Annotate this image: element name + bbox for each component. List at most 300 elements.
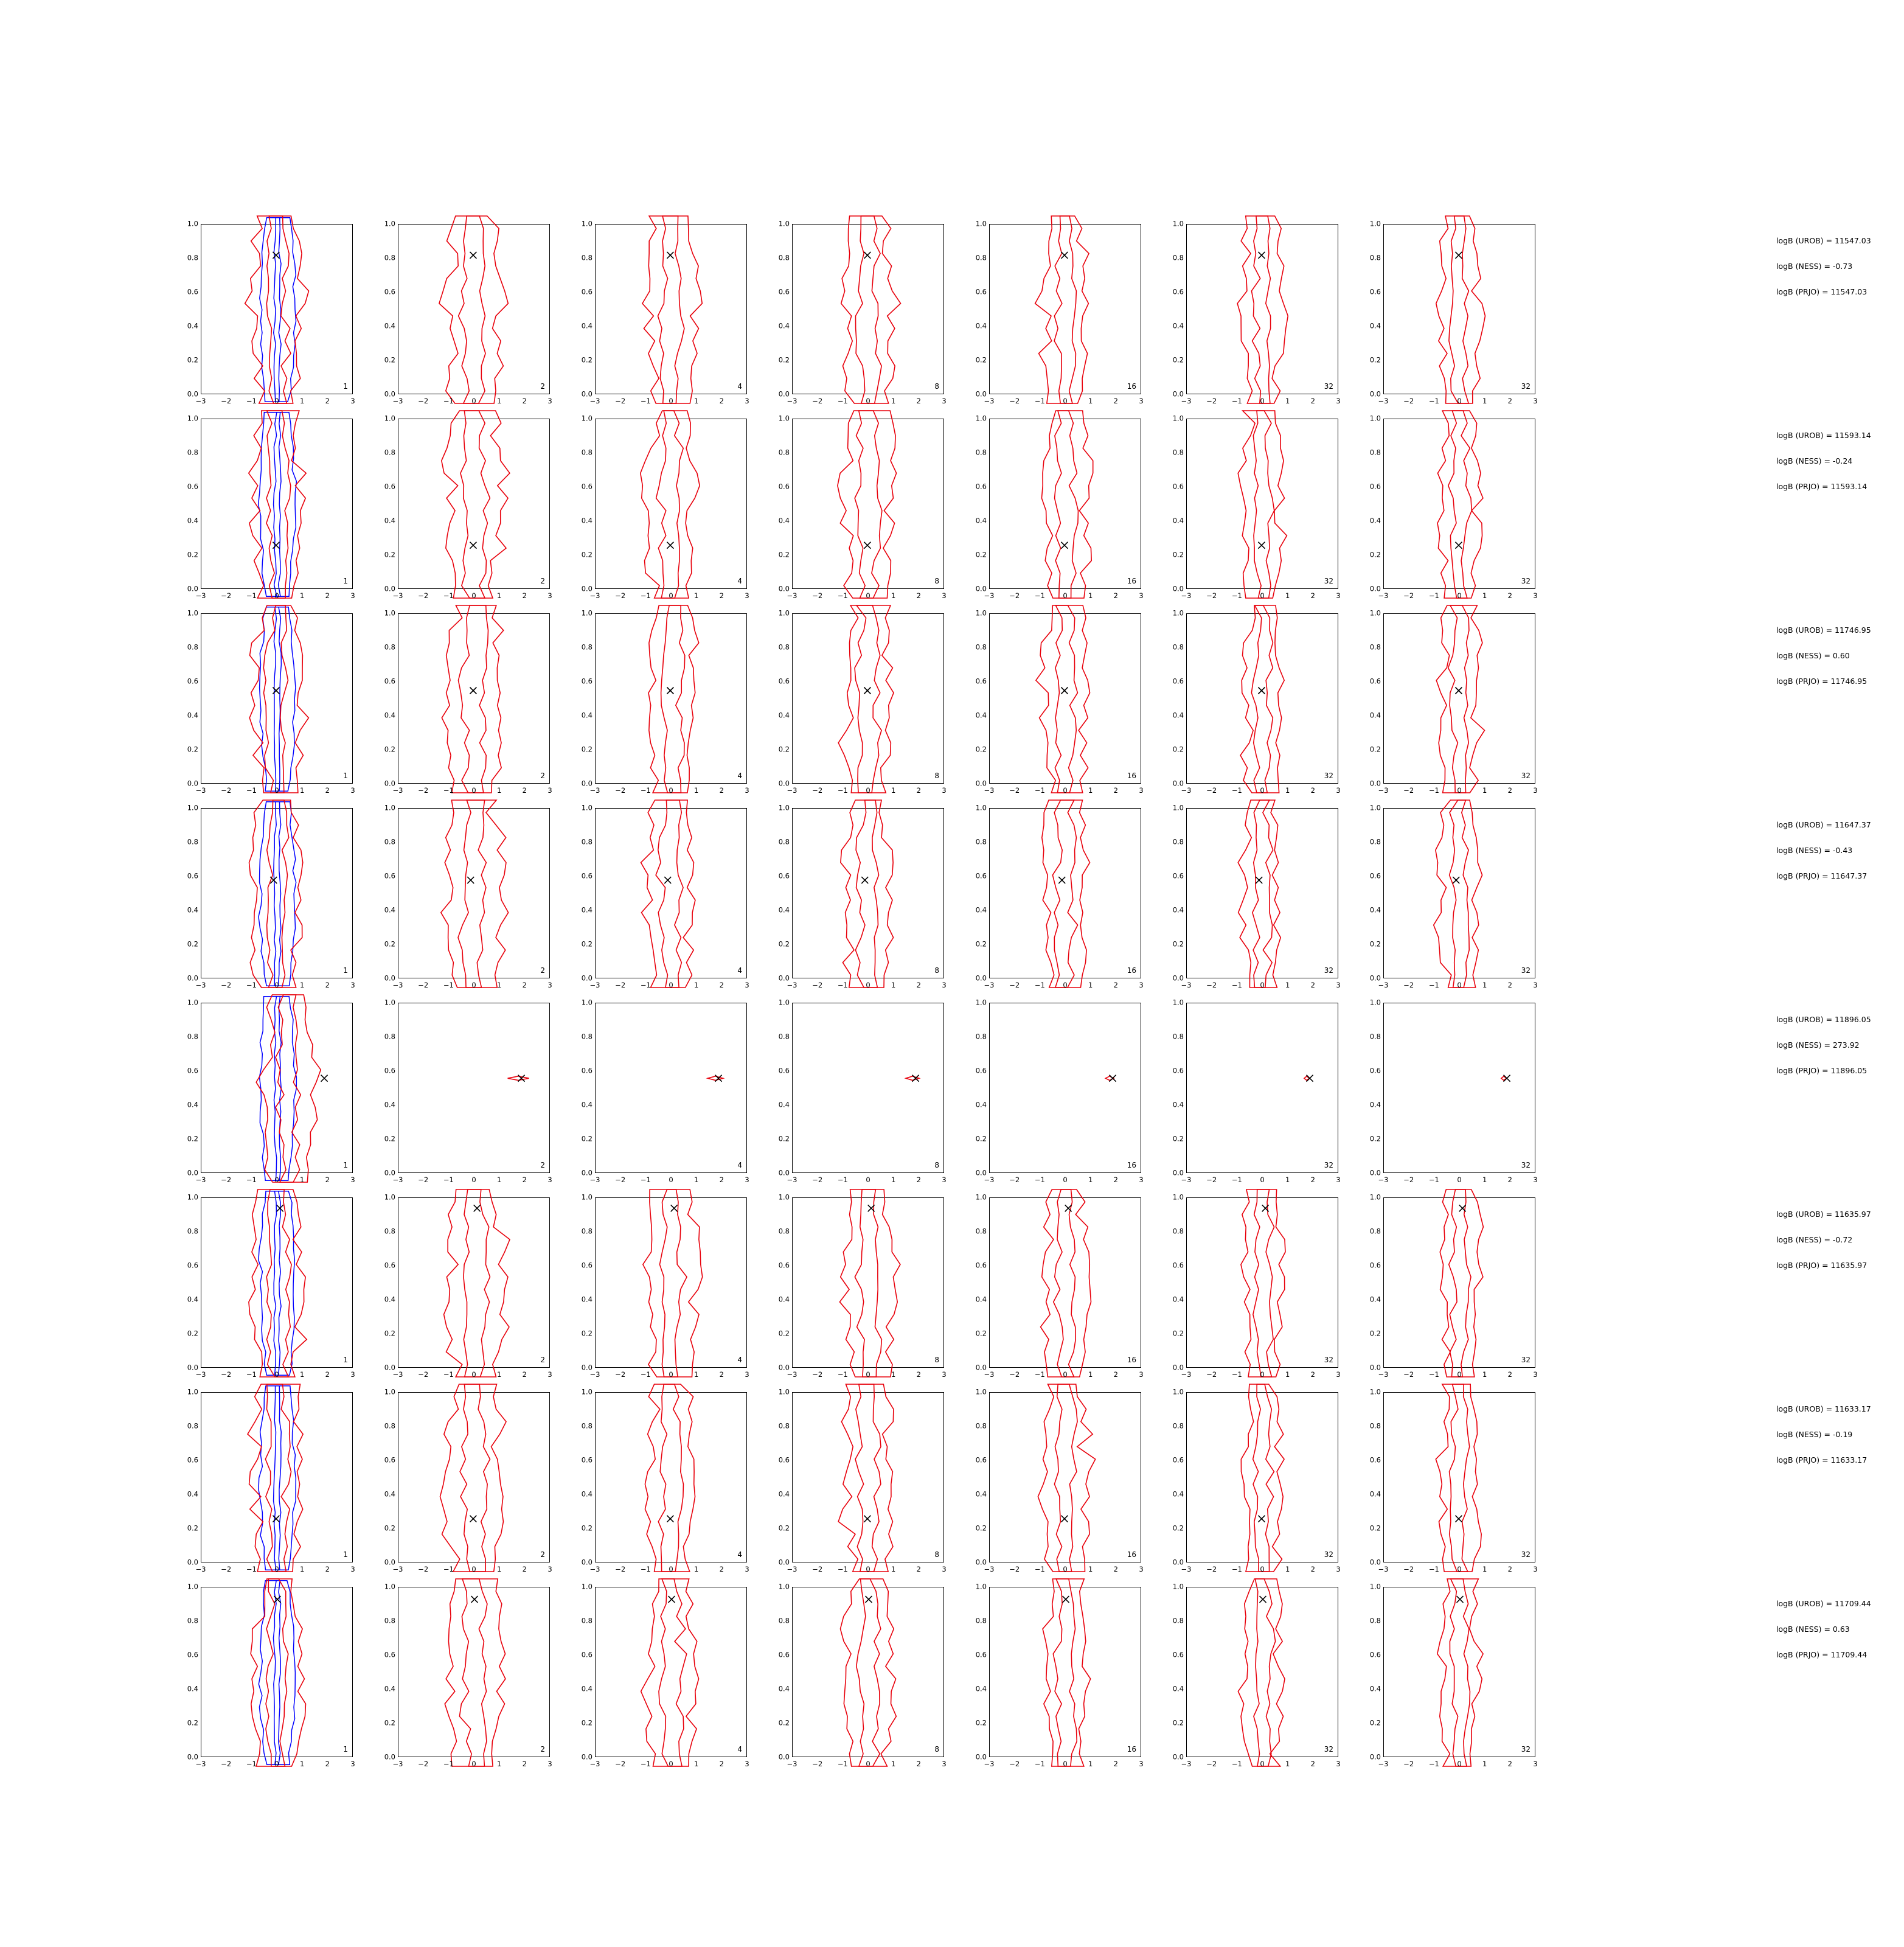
plot-axes (792, 1197, 944, 1368)
contour-panel[interactable] (975, 414, 1144, 600)
row-annotation-block (1776, 820, 1904, 897)
contour-panel[interactable] (1172, 1387, 1341, 1573)
x-tick-label: 1 (1088, 1565, 1093, 1573)
x-tick-label: 3 (1139, 786, 1144, 795)
plot-axes (595, 613, 747, 784)
x-tick-label: −1 (837, 591, 848, 600)
truth-marker-x-icon (1061, 252, 1068, 259)
y-tick-label: 0.4 (187, 905, 198, 914)
y-tick-label: 0.8 (778, 253, 790, 262)
log-bayes-factor-label: logB (UROB) = 11547.03 (1776, 236, 1871, 245)
x-tick-label: 1 (891, 591, 896, 600)
y-tick-label: 0.6 (1172, 287, 1184, 296)
contour-panel[interactable] (778, 414, 947, 600)
x-tick-label: 2 (1113, 591, 1118, 600)
contour-panel[interactable] (581, 1193, 749, 1379)
x-tick-label: 2 (325, 1176, 330, 1184)
contour-panel[interactable] (384, 803, 552, 989)
x-tick-label: 1 (496, 591, 502, 600)
reference-contour (274, 607, 281, 791)
x-tick-label: 1 (496, 1176, 502, 1184)
contour-panel[interactable] (975, 998, 1144, 1184)
posterior-contour (442, 411, 510, 598)
panel-count-tag: 16 (1127, 1161, 1136, 1169)
contour-panel[interactable] (1369, 803, 1538, 989)
contour-panel[interactable] (778, 1582, 947, 1768)
contour-panel[interactable] (975, 219, 1144, 405)
posterior-contour (266, 411, 291, 598)
reference-contour (274, 218, 281, 402)
panel-count-tag: 2 (540, 771, 545, 780)
x-tick-label: 3 (942, 591, 947, 600)
y-tick-label: 0.0 (384, 389, 395, 399)
x-tick-label: 2 (916, 1760, 921, 1768)
contour-panel[interactable] (187, 219, 355, 405)
posterior-contour (856, 1579, 881, 1766)
log-bayes-factor-label: logB (UROB) = 11647.37 (1776, 820, 1871, 829)
posterior-contour (1450, 1579, 1470, 1766)
contour-panel[interactable] (581, 1582, 749, 1768)
y-tick-label: 0.4 (384, 711, 395, 720)
log-bayes-factor-label: logB (PRJO) = 11635.97 (1776, 1261, 1868, 1270)
contour-panel[interactable] (1172, 803, 1341, 989)
x-tick-label: −3 (392, 786, 403, 795)
x-tick-label: 3 (942, 1176, 947, 1184)
contour-panel[interactable] (1172, 1193, 1341, 1379)
plot-axes (792, 1392, 944, 1562)
plot-axes (792, 1587, 944, 1757)
x-tick-label: 2 (719, 1760, 724, 1768)
log-bayes-factor-label: logB (PRJO) = 11709.44 (1776, 1650, 1868, 1659)
y-tick-label: 0.2 (778, 1329, 790, 1338)
posterior-contour (645, 1384, 695, 1572)
truth-marker-x-icon (1307, 1075, 1313, 1082)
x-tick-label: 1 (891, 1760, 896, 1768)
y-tick-label: 0.6 (1172, 482, 1184, 491)
x-tick-label: −1 (1231, 397, 1242, 405)
posterior-contour (1054, 216, 1076, 403)
truth-marker-x-icon (277, 1205, 283, 1211)
x-tick-label: 1 (1088, 786, 1093, 795)
x-tick-label: −2 (1206, 591, 1217, 600)
y-tick-label: 0.4 (975, 905, 987, 914)
x-tick-label: −2 (1009, 1370, 1020, 1379)
x-tick-label: 3 (1336, 1565, 1341, 1573)
x-tick-label: −3 (195, 591, 206, 600)
truth-marker-x-icon (1061, 1516, 1068, 1522)
contour-panel[interactable] (778, 219, 947, 405)
plot-axes (595, 1587, 747, 1757)
x-tick-label: 1 (1482, 786, 1487, 795)
y-tick-label: 0.4 (581, 1489, 592, 1499)
y-tick-label: 0.2 (778, 745, 790, 754)
y-tick-label: 1.0 (778, 414, 790, 423)
panel-count-tag: 32 (1521, 1550, 1530, 1559)
posterior-contour (458, 800, 486, 987)
x-tick-label: 1 (299, 1760, 305, 1768)
contour-panel[interactable] (581, 803, 749, 989)
panel-count-tag: 32 (1521, 382, 1530, 391)
truth-marker-x-icon (1258, 688, 1265, 694)
x-tick-label: 1 (299, 1565, 305, 1573)
plot-axes (1383, 1003, 1535, 1173)
x-tick-label: 2 (1507, 1760, 1512, 1768)
x-tick-label: 0 (274, 591, 279, 600)
contour-panel[interactable] (581, 219, 749, 405)
y-tick-label: 0.8 (384, 1421, 395, 1430)
y-tick-label: 0.0 (1369, 974, 1381, 983)
x-tick-label: −2 (812, 1760, 823, 1768)
panel-row (187, 1386, 1871, 1581)
x-tick-label: 0 (274, 1565, 279, 1573)
x-tick-label: −3 (984, 786, 995, 795)
contour-panel[interactable] (384, 998, 552, 1184)
y-tick-label: 0.0 (1369, 1752, 1381, 1761)
y-tick-label: 0.6 (1172, 1650, 1184, 1659)
posterior-contour (458, 605, 488, 793)
y-tick-label: 1.0 (187, 608, 198, 618)
plot-axes (201, 1197, 353, 1368)
contour-panel[interactable] (778, 1387, 947, 1573)
contour-panel[interactable] (187, 803, 355, 989)
x-tick-label: 1 (693, 1370, 699, 1379)
y-tick-label: 0.0 (384, 1558, 395, 1567)
y-tick-label: 0.8 (1172, 837, 1184, 846)
y-tick-label: 0.0 (1369, 389, 1381, 399)
truth-marker-x-icon (474, 1205, 481, 1211)
x-tick-label: −1 (1428, 786, 1439, 795)
x-tick-label: 0 (1063, 981, 1068, 989)
y-tick-label: 0.0 (1172, 1363, 1184, 1372)
x-tick-label: 0 (471, 1565, 476, 1573)
panel-row (187, 607, 1871, 802)
panel-row (187, 413, 1871, 607)
y-tick-label: 0.6 (1369, 1261, 1381, 1270)
contour-panel[interactable] (187, 414, 355, 600)
x-tick-label: 3 (547, 981, 552, 989)
x-tick-label: 3 (1336, 1176, 1341, 1184)
y-tick-label: 0.8 (975, 1421, 987, 1430)
x-tick-label: −3 (195, 981, 206, 989)
contour-panel[interactable] (778, 1193, 947, 1379)
contour-panel[interactable] (1369, 1582, 1538, 1768)
x-tick-label: 2 (1310, 1565, 1315, 1573)
contour-panel[interactable] (384, 219, 552, 405)
y-tick-label: 0.6 (1172, 677, 1184, 686)
posterior-contour (641, 800, 695, 987)
contour-panel[interactable] (1172, 608, 1341, 795)
contour-panel[interactable] (384, 608, 552, 795)
contour-panel[interactable] (384, 1193, 552, 1379)
posterior-contour (1434, 800, 1482, 987)
truth-marker-x-icon (1455, 688, 1462, 694)
contour-panel[interactable] (187, 998, 355, 1184)
plot-axes (1383, 808, 1535, 978)
x-tick-label: 3 (1139, 397, 1144, 405)
posterior-contour (1254, 1579, 1276, 1766)
x-tick-label: 0 (471, 981, 476, 989)
x-tick-label: −1 (1034, 1176, 1045, 1184)
x-tick-label: 1 (496, 981, 502, 989)
y-tick-label: 0.4 (187, 1489, 198, 1499)
panel-count-tag: 8 (934, 1550, 939, 1559)
y-tick-label: 0.0 (975, 1752, 987, 1761)
plot-axes (201, 1003, 353, 1173)
x-tick-label: 3 (547, 397, 552, 405)
x-tick-label: 3 (350, 591, 355, 600)
plot-axes (1186, 1392, 1338, 1562)
y-tick-label: 0.4 (778, 516, 790, 525)
y-tick-label: 0.4 (778, 905, 790, 914)
x-tick-label: 1 (1482, 591, 1487, 600)
x-tick-label: 1 (496, 786, 502, 795)
x-tick-label: −2 (1206, 1760, 1217, 1768)
x-tick-label: 1 (1482, 981, 1487, 989)
y-tick-label: 0.0 (778, 1752, 790, 1761)
contour-panel[interactable] (384, 414, 552, 600)
x-tick-label: −2 (1009, 591, 1020, 600)
contour-panel[interactable] (975, 608, 1144, 795)
plot-axes (989, 1197, 1141, 1368)
y-tick-label: 0.8 (187, 448, 198, 457)
y-tick-label: 0.0 (384, 584, 395, 593)
plot-axes (989, 1587, 1141, 1757)
panel-count-tag: 2 (540, 1550, 545, 1559)
panel-count-tag: 4 (737, 577, 742, 585)
x-tick-label: 2 (719, 1370, 724, 1379)
posterior-contour (1041, 1189, 1091, 1377)
posterior-contour (708, 1076, 723, 1081)
x-tick-label: 3 (745, 1370, 749, 1379)
contour-panel[interactable] (581, 608, 749, 795)
panel-count-tag: 4 (737, 382, 742, 391)
panel-row (187, 218, 1871, 413)
y-tick-label: 0.8 (187, 837, 198, 846)
panel-count-tag: 2 (540, 382, 545, 391)
x-tick-label: −2 (1403, 1370, 1414, 1379)
y-tick-label: 0.2 (187, 745, 198, 754)
x-tick-label: −3 (392, 981, 403, 989)
y-tick-label: 1.0 (187, 414, 198, 423)
y-tick-label: 1.0 (778, 803, 790, 812)
contour-panel[interactable] (384, 1387, 552, 1573)
plot-axes (398, 1197, 550, 1368)
panel-count-tag: 2 (540, 577, 545, 585)
panel-count-tag: 16 (1127, 577, 1136, 585)
x-tick-label: 3 (547, 591, 552, 600)
y-tick-label: 0.6 (384, 287, 395, 296)
y-tick-label: 0.4 (187, 516, 198, 525)
y-tick-label: 0.4 (581, 1684, 592, 1693)
panel-count-tag: 32 (1521, 966, 1530, 975)
x-tick-label: −3 (1181, 1565, 1192, 1573)
x-tick-label: 2 (1113, 1565, 1118, 1573)
contour-panel[interactable] (581, 998, 749, 1184)
x-tick-label: 0 (1260, 786, 1265, 795)
y-tick-label: 0.8 (581, 1227, 592, 1236)
x-tick-label: 2 (916, 981, 921, 989)
x-tick-label: 0 (274, 1176, 279, 1184)
x-tick-label: 0 (471, 1760, 476, 1768)
x-tick-label: 3 (942, 786, 947, 795)
y-tick-label: 0.2 (384, 1524, 395, 1533)
y-tick-label: 0.2 (975, 745, 987, 754)
y-tick-label: 0.6 (581, 1066, 592, 1075)
y-tick-label: 0.8 (187, 1227, 198, 1236)
x-tick-label: 2 (1507, 1370, 1512, 1379)
y-tick-label: 0.8 (1369, 1616, 1381, 1625)
y-tick-label: 0.0 (778, 974, 790, 983)
contour-panel[interactable] (187, 608, 355, 795)
truth-marker-x-icon (273, 1516, 279, 1522)
y-tick-label: 0.8 (778, 1616, 790, 1625)
y-tick-label: 0.4 (384, 1684, 395, 1693)
y-tick-label: 0.6 (581, 1455, 592, 1465)
x-tick-label: 1 (1088, 397, 1093, 405)
x-tick-label: 3 (547, 1370, 552, 1379)
y-tick-label: 0.4 (778, 711, 790, 720)
contour-panel[interactable] (1172, 219, 1341, 405)
contour-panel[interactable] (1369, 219, 1538, 405)
log-bayes-factor-label: logB (UROB) = 11709.44 (1776, 1599, 1871, 1608)
contour-panel[interactable] (384, 1582, 552, 1768)
x-tick-label: −3 (195, 1565, 206, 1573)
contour-panel[interactable] (975, 1582, 1144, 1768)
y-tick-label: 0.8 (384, 1227, 395, 1236)
x-tick-label: −2 (812, 1176, 823, 1184)
x-tick-label: 3 (745, 1760, 749, 1768)
panel-count-tag: 2 (540, 1161, 545, 1169)
y-tick-label: 0.8 (1172, 448, 1184, 457)
log-bayes-factor-label: logB (NESS) = 273.92 (1776, 1040, 1860, 1050)
contour-panel[interactable] (581, 1387, 749, 1573)
x-tick-label: 0 (1457, 397, 1462, 405)
y-tick-label: 0.0 (975, 779, 987, 788)
contour-panel[interactable] (778, 803, 947, 989)
posterior-contour (658, 216, 684, 403)
posterior-contour (658, 1384, 683, 1572)
plot-axes (398, 613, 550, 784)
y-tick-label: 0.2 (778, 355, 790, 364)
y-tick-label: 1.0 (187, 1582, 198, 1591)
panel-count-tag: 4 (737, 1745, 742, 1754)
y-tick-label: 0.6 (187, 1650, 198, 1659)
x-tick-label: −3 (392, 1370, 403, 1379)
y-tick-label: 1.0 (975, 608, 987, 618)
y-tick-label: 0.2 (1172, 1524, 1184, 1533)
x-tick-label: 3 (942, 1370, 947, 1379)
panel-count-tag: 1 (343, 1161, 348, 1169)
x-tick-label: 0 (669, 1565, 673, 1573)
y-tick-label: 0.8 (1369, 1032, 1381, 1041)
x-tick-label: 2 (719, 1176, 724, 1184)
contour-panel[interactable] (1172, 1582, 1341, 1768)
truth-marker-x-icon (667, 688, 673, 694)
posterior-contour (460, 1384, 490, 1572)
x-tick-label: 2 (1113, 1176, 1118, 1184)
contour-panel[interactable] (1369, 998, 1538, 1184)
x-tick-label: −1 (1428, 1370, 1439, 1379)
x-tick-label: −2 (221, 1565, 232, 1573)
y-tick-label: 0.0 (384, 779, 395, 788)
contour-panel[interactable] (975, 803, 1144, 989)
plot-axes (989, 1003, 1141, 1173)
panel-count-tag: 8 (934, 771, 939, 780)
contour-panel[interactable] (187, 1387, 355, 1573)
x-tick-label: −2 (418, 1370, 429, 1379)
y-tick-label: 0.2 (187, 1718, 198, 1727)
posterior-contour (855, 1189, 881, 1377)
y-tick-label: 0.0 (778, 389, 790, 399)
contour-panel[interactable] (1172, 998, 1341, 1184)
x-tick-label: 0 (1260, 1370, 1265, 1379)
x-tick-label: −1 (640, 591, 651, 600)
truth-marker-x-icon (864, 1516, 870, 1522)
contour-panel[interactable] (1369, 1387, 1538, 1573)
y-tick-label: 1.0 (1369, 219, 1381, 228)
y-tick-label: 1.0 (975, 1193, 987, 1202)
x-tick-label: 3 (350, 786, 355, 795)
contour-panel[interactable] (1369, 1193, 1538, 1379)
y-tick-label: 0.2 (975, 1134, 987, 1143)
x-tick-label: 0 (1260, 981, 1265, 989)
y-tick-label: 0.6 (1172, 871, 1184, 880)
y-tick-label: 0.6 (187, 287, 198, 296)
x-tick-label: −3 (589, 786, 600, 795)
log-bayes-factor-label: logB (NESS) = -0.24 (1776, 456, 1853, 465)
x-tick-label: −3 (787, 1565, 797, 1573)
posterior-contour (1035, 216, 1089, 403)
posterior-contour (656, 800, 683, 987)
x-tick-label: 3 (942, 397, 947, 405)
posterior-contour (1437, 1579, 1483, 1766)
y-tick-label: 0.0 (384, 1168, 395, 1177)
contour-panel[interactable] (1369, 414, 1538, 600)
contour-panel[interactable] (975, 1387, 1144, 1573)
x-tick-label: −3 (195, 786, 206, 795)
x-tick-label: −1 (246, 786, 257, 795)
y-tick-label: 0.0 (1172, 1752, 1184, 1761)
contour-panel[interactable] (187, 1193, 355, 1379)
contour-panel[interactable] (778, 608, 947, 795)
x-tick-label: 1 (891, 1370, 896, 1379)
y-tick-label: 0.6 (975, 871, 987, 880)
x-tick-label: −3 (984, 1370, 995, 1379)
x-tick-label: 0 (274, 1370, 279, 1379)
plot-axes (1186, 419, 1338, 589)
contour-panel[interactable] (187, 1582, 355, 1768)
contour-panel[interactable] (778, 998, 947, 1184)
contour-panel[interactable] (1172, 414, 1341, 600)
contour-panel[interactable] (581, 414, 749, 600)
y-tick-label: 0.6 (975, 287, 987, 296)
log-bayes-factor-label: logB (UROB) = 11746.95 (1776, 625, 1871, 635)
y-tick-label: 0.8 (581, 1616, 592, 1625)
x-tick-label: 3 (350, 981, 355, 989)
y-tick-label: 0.6 (1369, 1066, 1381, 1075)
contour-panel[interactable] (1369, 608, 1538, 795)
y-tick-label: 1.0 (975, 414, 987, 423)
x-tick-label: 0 (471, 397, 476, 405)
y-tick-label: 0.0 (581, 1558, 592, 1567)
y-tick-label: 0.8 (384, 253, 395, 262)
posterior-contour (661, 605, 685, 793)
reference-contour (259, 997, 296, 1180)
x-tick-label: 3 (1139, 1176, 1144, 1184)
x-tick-label: 2 (1507, 1176, 1512, 1184)
y-tick-label: 0.4 (975, 516, 987, 525)
contour-panel[interactable] (975, 1193, 1144, 1379)
